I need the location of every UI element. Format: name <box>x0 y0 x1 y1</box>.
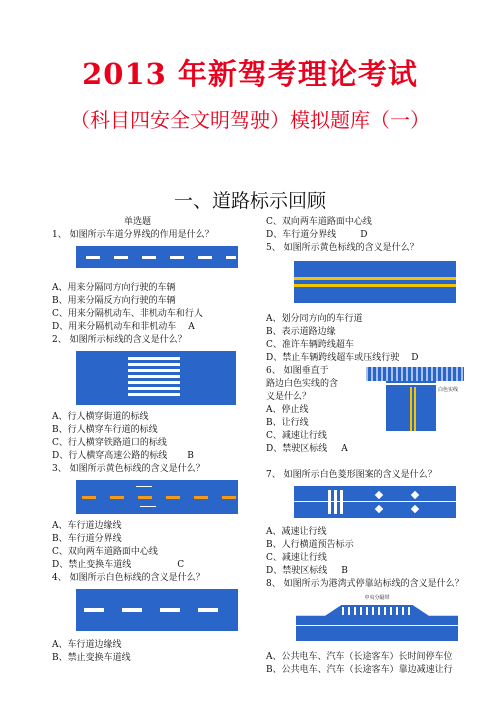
q2-option-d: D、行人横穿高速公路的标线 <box>52 451 168 461</box>
q7-answer: B <box>341 566 348 576</box>
q6-image-label: 白色实线 <box>438 387 459 393</box>
q8-image-label: 中央分隔带 <box>364 595 390 601</box>
q3-option-a: A、车行道边缘线 <box>52 521 122 531</box>
q5-answer: D <box>411 353 419 363</box>
q1-option-c: C、用来分隔机动车、非机动车和行人 <box>52 309 203 319</box>
q5-option-d: D、禁止车辆跨线超车或压线行驶 <box>266 353 400 363</box>
q7-diamond-marking-image <box>294 486 456 518</box>
q2-option-a: A、行人横穿街道的标线 <box>52 412 149 422</box>
q4-option-a: A、车行道边缘线 <box>52 640 122 650</box>
q8-option-a: A、公共电车、汽车（长途客车）长时间停车位 <box>266 652 453 662</box>
q5-option-c: C、准许车辆跨线超车 <box>266 340 354 350</box>
q1-question: 1、 如图所示车道分界线的作用是什么？ <box>52 230 214 240</box>
q8-bus-bay-image <box>296 595 458 641</box>
q2-option-c: C、行人横穿铁路道口的标线 <box>52 438 167 448</box>
q3-option-d: D、禁止变换车道线 <box>52 560 132 570</box>
q6-question-line-2: 路边白色实线的含 <box>266 379 339 389</box>
q6-question-line-3: 义是什么？ <box>266 392 312 402</box>
q3-option-b: B、车行道分界线 <box>52 534 122 544</box>
q6-answer: A <box>341 444 348 454</box>
q5-question: 5、 如图所示黄色标线的含义是什么？ <box>266 243 419 253</box>
page-subtitle: （科目四安全文明驾驶）模拟题库（一） <box>70 108 430 132</box>
q7-question: 7、 如图所示白色菱形图案的含义是什么？ <box>266 470 437 480</box>
q5-yellow-double-line-image <box>294 261 456 303</box>
q1-option-d: D、用来分隔机动车和非机动车 <box>52 322 177 332</box>
q3-answer: C <box>177 560 185 570</box>
q4-answer: D <box>360 230 368 240</box>
q7-option-c: C、减速让行线 <box>266 553 327 563</box>
page-title: 2013 年新驾考理论考试 <box>82 57 418 91</box>
q6-option-a: A、停止线 <box>266 405 309 415</box>
q7-option-b: B、人行横道预告标示 <box>266 540 354 550</box>
q2-question: 2、 如图所示标线的含义是什么？ <box>52 335 187 345</box>
q6-stop-line-image <box>366 367 464 431</box>
section-heading: 一、道路标示回顾 <box>173 190 326 212</box>
q3-option-c: C、双向两车道路面中心线 <box>52 547 158 557</box>
q7-option-d: D、禁驶区标线 <box>266 566 328 576</box>
right-column <box>266 216 466 677</box>
q6-question-line-1: 6、 如图垂直于 <box>266 366 329 376</box>
q8-option-b: B、公共电车、汽车（长途客车）靠边减速让行 <box>266 665 453 675</box>
q4-option-b: B、禁止变换车道线 <box>52 653 131 663</box>
q1-option-b: B、用来分隔反方向行驶的车辆 <box>52 296 176 306</box>
question-type-heading: 单选题 <box>124 217 152 227</box>
q3-question: 3、 如图所示黄色标线的含义是什么？ <box>52 464 205 474</box>
q2-answer: B <box>187 451 194 461</box>
q6-option-c: C、减速让行线 <box>266 431 327 441</box>
q4-option-d: D、车行道分界线 <box>266 230 337 240</box>
q3-yellow-centerline-image <box>76 480 238 514</box>
q6-option-d: D、禁驶区标线 <box>266 444 328 454</box>
q1-answer: A <box>188 322 195 332</box>
q4-option-c: C、双向两车道路面中心线 <box>266 217 372 227</box>
q5-option-b: B、表示道路边缘 <box>266 327 336 337</box>
q2-crosswalk-image <box>76 351 236 405</box>
q6-option-b: B、让行线 <box>266 418 309 428</box>
left-column <box>52 216 252 665</box>
q8-question: 8、 如图所示为港湾式停靠站标线的含义是什么？ <box>266 579 464 589</box>
q5-option-a: A、划分同方向的车行道 <box>266 314 363 324</box>
q4-question: 4、 如图所示白色标线的含义是什么？ <box>52 573 205 583</box>
q2-option-b: B、行人横穿车行道的标线 <box>52 425 158 435</box>
q7-option-a: A、减速让行线 <box>266 527 327 537</box>
q1-lane-divider-image <box>76 246 238 268</box>
q1-option-a: A、用来分隔同方向行驶的车辆 <box>52 283 176 293</box>
q4-white-line-image <box>76 589 238 631</box>
